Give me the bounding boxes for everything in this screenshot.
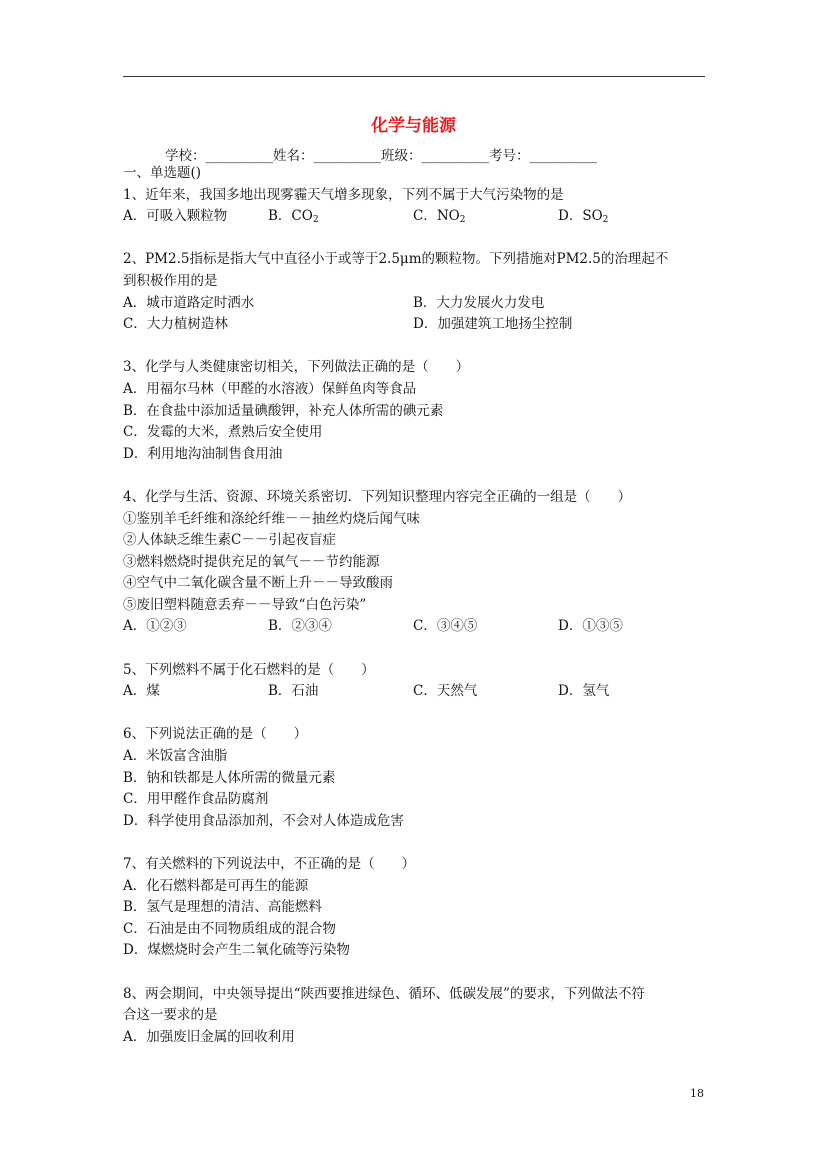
q4-statement-5: ⑤废旧塑料随意丢弃－－导致“白色污染” <box>123 596 367 613</box>
q5-options <box>123 681 708 703</box>
page-title: 化学与能源 <box>371 116 456 136</box>
q6-option-a: A．米饭富含油脂 <box>123 748 228 765</box>
q2-option-b: B．大力发展火力发电 <box>413 294 545 311</box>
question-list <box>123 163 708 1048</box>
q4-option-c: C．③④⑤ <box>413 618 478 635</box>
q2-option-c: C．大力植树造林 <box>123 316 228 333</box>
q1-option-a: A．可吸入颗粒物 <box>123 208 228 225</box>
q1-option-b: B．$CO_2$ <box>268 208 319 226</box>
q3-option-b: B．在食盐中添加适量碘酸钾，补充人体所需的碘元素 <box>123 402 444 419</box>
header-rule <box>123 76 705 77</box>
q3-option-a: A．用福尔马林（甲醛的水溶液）保鲜鱼肉等食品 <box>123 380 417 397</box>
q5-option-a: A．煤 <box>123 683 160 700</box>
q7-option-d: D．煤燃烧时会产生二氧化硫等污染物 <box>123 942 350 959</box>
student-info-line <box>165 144 597 164</box>
exam-no-blank: __________ <box>529 148 597 164</box>
q4-statement-3: ③燃料燃烧时提供充足的氧气－－节约能源 <box>123 553 380 570</box>
q1-options <box>123 206 708 228</box>
q4-option-a: A．①②③ <box>123 618 187 635</box>
q5-option-b: B．石油 <box>268 683 319 700</box>
q2-options-row2 <box>123 314 708 336</box>
q6-stem: 6、下列说法正确的是（ ） <box>123 726 308 743</box>
q5-stem: 5、下列燃料不属于化石燃料的是（ ） <box>123 661 375 678</box>
q7-option-a: A．化石燃料都是可再生的能源 <box>123 877 309 894</box>
q8-stem-line1: 8、两会期间，中央领导提出“陕西要推进绿色、循环、低碳发展”的要求，下列做法不符 <box>123 985 645 1002</box>
q6-option-b: B．钠和铁都是人体所需的微量元素 <box>123 769 336 786</box>
q4-statement-2: ②人体缺乏维生素C－－引起夜盲症 <box>123 532 336 549</box>
q4-option-b: B．②③④ <box>268 618 332 635</box>
q4-option-d: D．①③⑤ <box>558 618 623 635</box>
page-number: 18 <box>690 1087 704 1100</box>
class-label: 班级： <box>381 148 422 164</box>
q6-option-c: C．用甲醛作食品防腐剂 <box>123 791 269 808</box>
q1-option-c: C．$NO_2$ <box>413 208 466 226</box>
q4-options <box>123 616 708 638</box>
q7-option-c: C．石油是由不同物质组成的混合物 <box>123 920 336 937</box>
q2-options-row1 <box>123 293 708 315</box>
q2-stem-line1: 2、PM2.5指标是指大气中直径小于或等于2.5μm的颗粒物。下列措施对PM2.5的治理起不 <box>123 251 669 268</box>
q3-option-c: C．发霉的大米，煮熟后安全使用 <box>123 424 323 441</box>
q8-option-a: A．加强废旧金属的回收利用 <box>123 1028 295 1045</box>
q6-option-d: D．科学使用食品添加剂，不会对人体造成危害 <box>123 812 404 829</box>
q7-stem: 7、有关燃料的下列说法中，不正确的是（ ） <box>123 856 416 872</box>
q5-option-d: D．氢气 <box>558 683 610 700</box>
name-label: 姓名： <box>273 148 314 164</box>
q1-stem: 1、近年来，我国多地出现雾霾天气增多现象，下列不属于大气污染物的是 <box>123 186 564 203</box>
q4-statement-4: ④空气中二氧化碳含量不断上升－－导致酸雨 <box>123 575 393 592</box>
exam-no-label: 考号： <box>489 148 530 164</box>
q2-option-a: A．城市道路定时洒水 <box>123 294 255 311</box>
name-blank: __________ <box>313 148 381 164</box>
q1-option-d: D．$SO_2$ <box>558 208 609 226</box>
q5-option-c: C．天然气 <box>413 683 478 700</box>
section-heading: 一、单选题() <box>123 165 202 181</box>
q2-option-d: D．加强建筑工地扬尘控制 <box>413 316 573 333</box>
q7-option-b: B．氢气是理想的清洁、高能燃料 <box>123 899 322 916</box>
school-label: 学校： <box>165 148 206 164</box>
q4-statement-1: ①鉴别羊毛纤维和涤纶纤维－－抽丝灼烧后闻气味 <box>123 510 420 527</box>
q3-option-d: D．利用地沟油制售食用油 <box>123 445 283 462</box>
school-blank: __________ <box>205 148 273 164</box>
class-blank: __________ <box>421 148 489 164</box>
q4-stem: 4、化学与生活、资源、环境关系密切．下列知识整理内容完全正确的一组是（ ） <box>123 488 632 505</box>
q8-stem-line2: 合这一要求的是 <box>123 1007 218 1024</box>
q2-stem-line2: 到积极作用的是 <box>123 272 218 289</box>
q3-stem: 3、化学与人类健康密切相关，下列做法正确的是（ ） <box>123 359 470 376</box>
